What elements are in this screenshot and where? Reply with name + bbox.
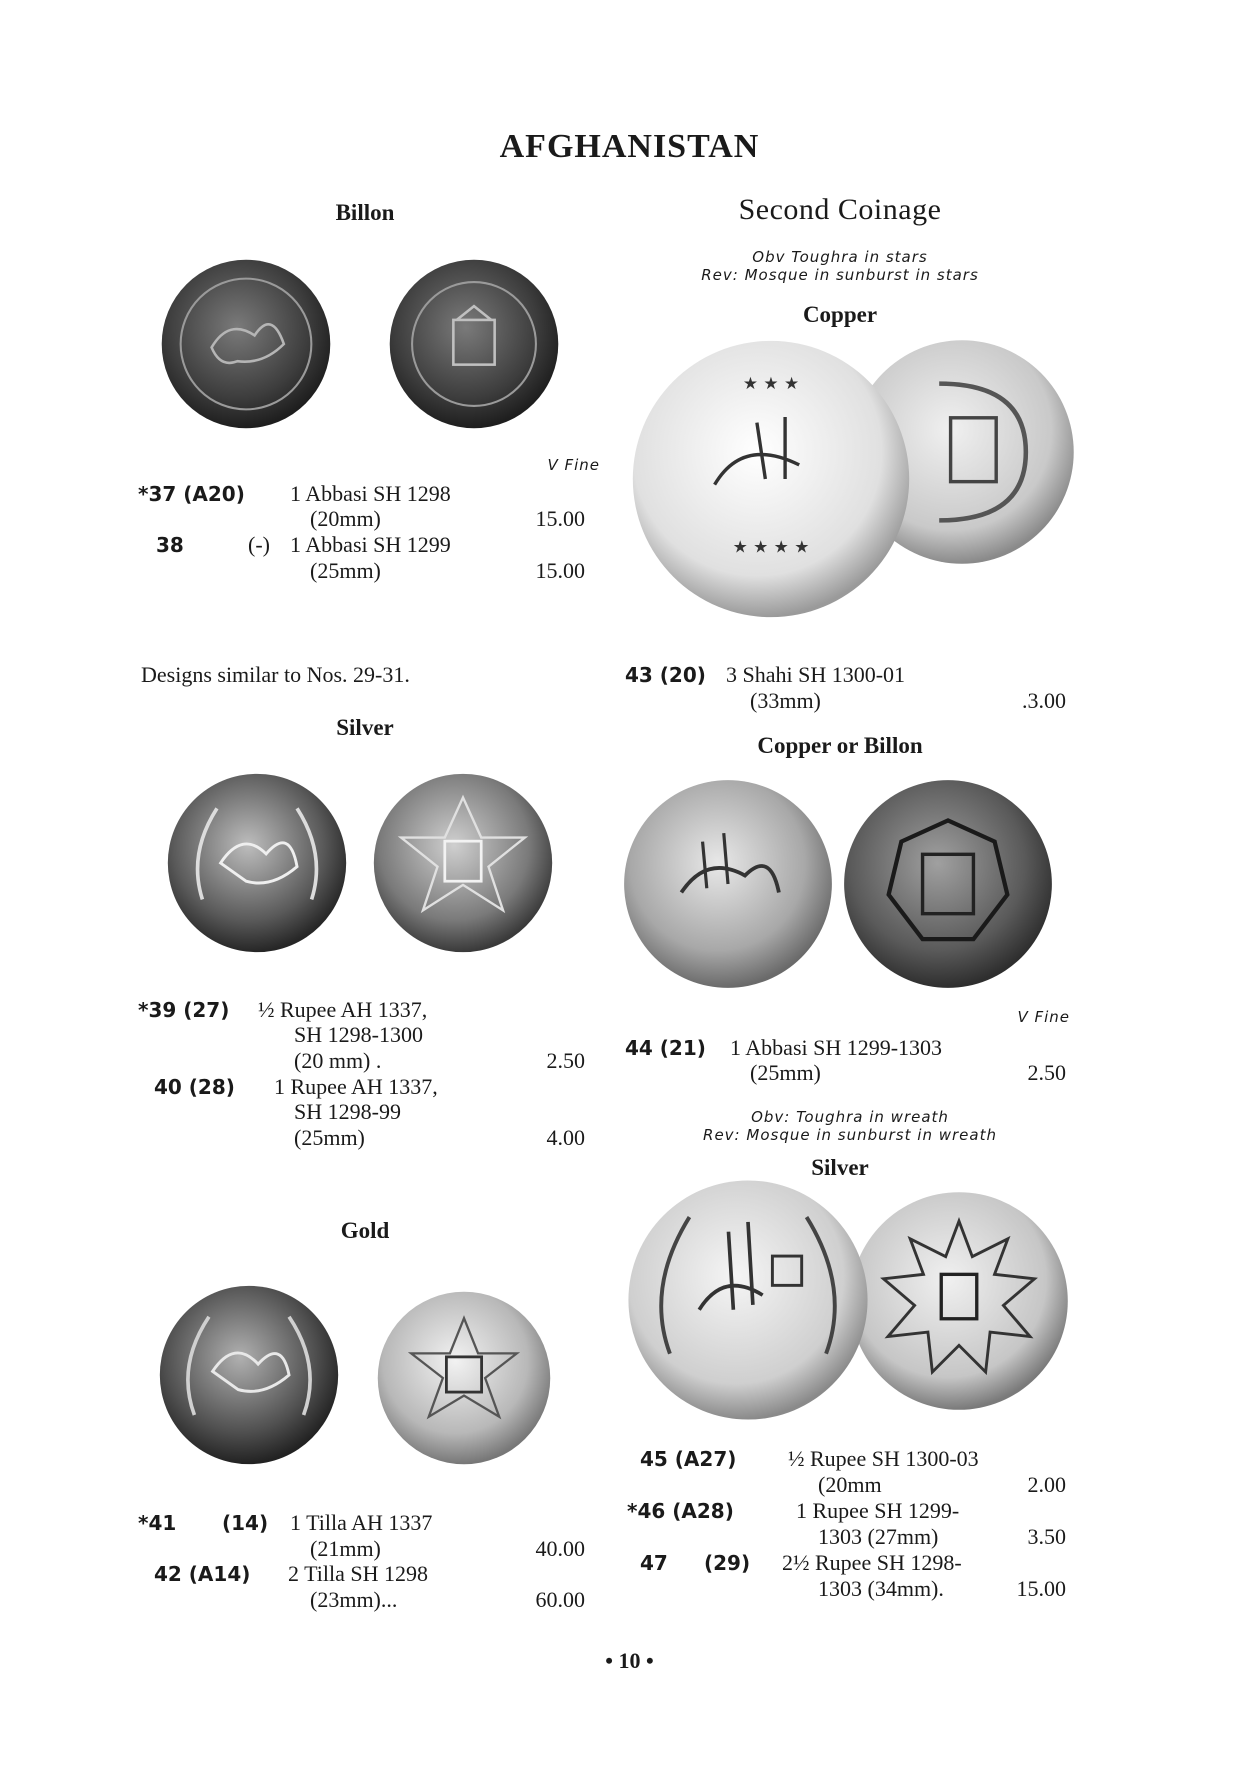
reverse-note-2: Rev: Mosque in sunburst in wreath [703,1126,997,1144]
entry-39-line2: SH 1298-1300 [294,1022,423,1047]
entry-44-number: 44 (21) [625,1036,706,1060]
coin-45-reverse-image [848,1190,1070,1412]
entry-41-size: (21mm) [310,1536,381,1561]
entry-39-line3: (20 mm) . [294,1048,382,1073]
entry-42-price: 60.00 [535,1587,585,1612]
entry-40-line3: (25mm) [294,1125,365,1150]
designs-note: Designs similar to Nos. 29-31. [141,662,410,687]
page-number: • 10 • [605,1648,654,1673]
entry-39-line1: ½ Rupee AH 1337, [258,997,428,1022]
coin-45-obverse-image [626,1178,870,1422]
gold-heading: Gold [340,1218,390,1243]
entry-40-number: 40 (28) [154,1075,235,1099]
coin-39-reverse-image [372,772,554,954]
coin-39-obverse-image [166,772,348,954]
svg-text:★ ★ ★ ★: ★ ★ ★ ★ [732,536,810,557]
entry-45-line2: (20mm [818,1472,882,1497]
entry-46-line1: 1 Rupee SH 1299- [796,1498,960,1523]
entry-41-reference: (14) [222,1511,269,1535]
entry-47-line1: 2½ Rupee SH 1298- [782,1550,962,1575]
obverse-note-2: Obv: Toughra in wreath [751,1108,949,1126]
entry-43-price: .3.00 [1022,688,1066,713]
entry-43-size: (33mm) [750,688,821,713]
page-title: AFGHANISTAN [499,128,760,165]
right-silver-heading: Silver [811,1155,869,1180]
entry-37-size: (20mm) [310,506,381,531]
entry-37-description: 1 Abbasi SH 1298 [290,481,451,506]
entry-38-reference: (-) [248,532,270,557]
coin-41-obverse-image [158,1284,340,1466]
coin-44-reverse-image [842,778,1054,990]
coin-43-obverse-image [630,338,912,620]
entry-38-price: 15.00 [535,558,585,583]
entry-47-reference: (29) [704,1551,751,1575]
entry-41-price: 40.00 [535,1536,585,1561]
entry-38-description: 1 Abbasi SH 1299 [290,532,451,557]
entry-44-price: 2.50 [1027,1060,1066,1085]
silver-heading: Silver [336,715,394,740]
entry-38-number: 38 [156,533,184,557]
coin-37-obverse-image [160,258,332,430]
coin-41-reverse-image [376,1290,552,1466]
entry-46-number: *46 (A28) [627,1499,734,1523]
entry-42-size: (23mm)... [310,1587,398,1612]
entry-40-line1: 1 Rupee AH 1337, [274,1074,438,1099]
entry-47-number: 47 [640,1551,668,1575]
entry-47-line2: 1303 (34mm). [818,1576,944,1601]
entry-42-number: 42 (A14) [154,1562,251,1586]
entry-43-number: 43 (20) [625,663,706,687]
entry-41-description: 1 Tilla AH 1337 [290,1510,433,1535]
coin-44-obverse-image [622,778,834,990]
entry-46-line2: 1303 (27mm) [818,1524,939,1549]
entry-45-line1: ½ Rupee SH 1300-03 [788,1446,979,1471]
entry-47-price: 15.00 [1016,1576,1066,1601]
entry-37-number: *37 (A20) [138,482,245,506]
second-coinage-heading: Second Coinage [738,193,942,226]
entry-44-size: (25mm) [750,1060,821,1085]
entry-44-description: 1 Abbasi SH 1299-1303 [730,1035,943,1060]
svg-text:★ ★ ★: ★ ★ ★ [742,372,800,393]
entry-39-price: 2.50 [546,1048,585,1073]
copper-heading: Copper [802,302,878,327]
entry-42-description: 2 Tilla SH 1298 [288,1561,428,1586]
reverse-note-1: Rev: Mosque in sunburst in stars [701,266,979,284]
copper-billon-grade-header: V Fine [1017,1008,1070,1026]
obverse-note-1: Obv Toughra in stars [752,248,928,266]
entry-41-number: *41 [138,1511,177,1535]
billon-heading: Billon [335,200,395,225]
coin-37-reverse-image [388,258,560,430]
copper-or-billon-heading: Copper or Billon [757,733,923,758]
entry-40-price: 4.00 [546,1125,585,1150]
billon-grade-header: V Fine [547,456,600,474]
entry-43-description: 3 Shahi SH 1300-01 [726,662,906,687]
entry-45-price: 2.00 [1027,1472,1066,1497]
entry-45-number: 45 (A27) [640,1447,737,1471]
entry-38-size: (25mm) [310,558,381,583]
entry-46-price: 3.50 [1027,1524,1066,1549]
entry-40-line2: SH 1298-99 [294,1099,401,1124]
entry-39-number: *39 (27) [138,998,230,1022]
entry-37-price: 15.00 [535,506,585,531]
